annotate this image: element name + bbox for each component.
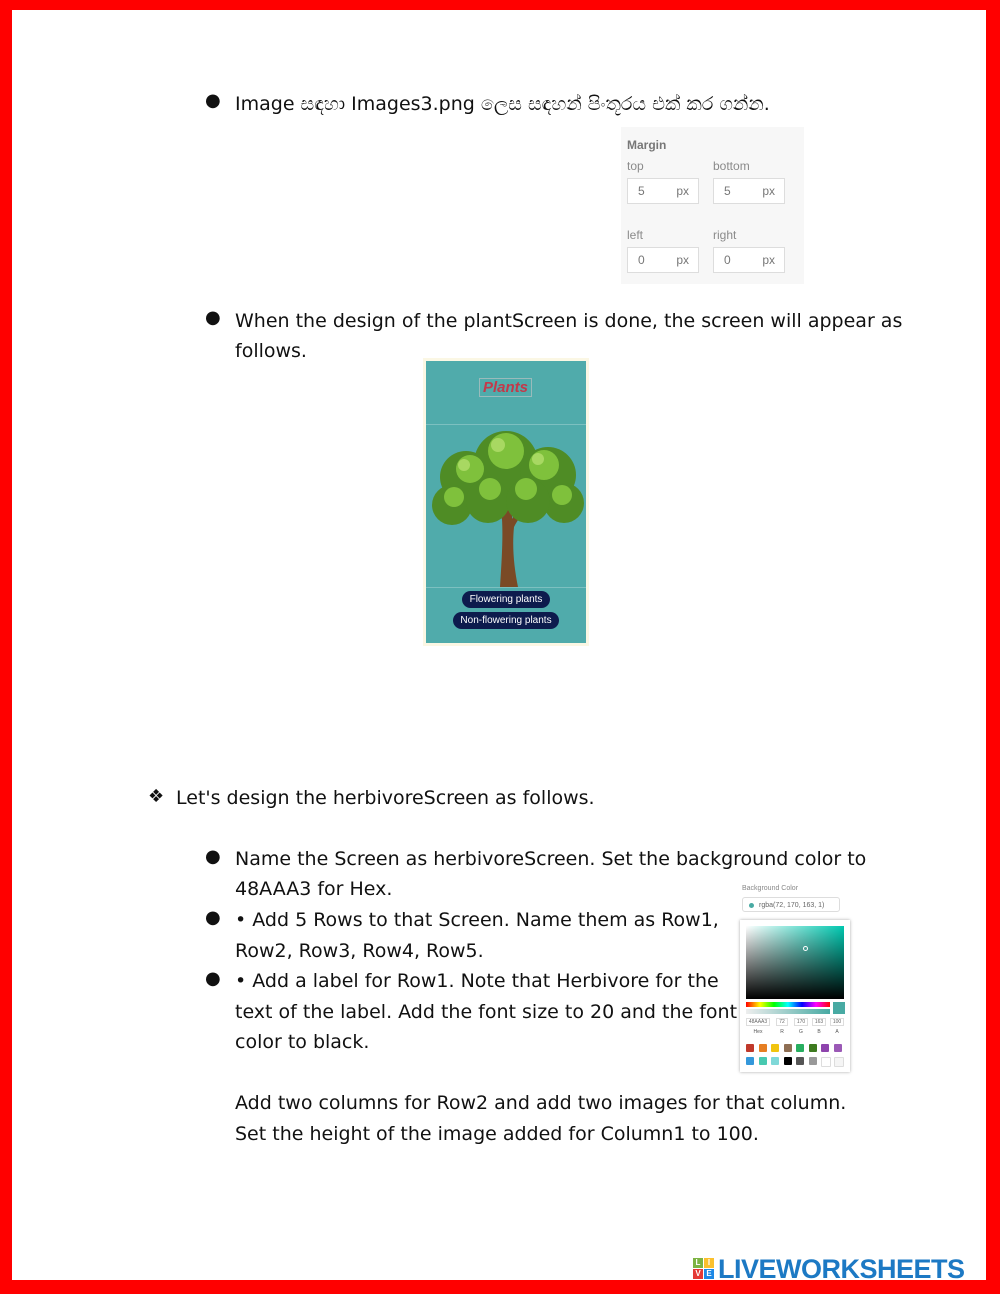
- color-swatch[interactable]: [809, 1044, 817, 1052]
- hue-slider[interactable]: [746, 1002, 830, 1007]
- color-swatch[interactable]: [834, 1044, 842, 1052]
- margin-left-value: 0: [638, 253, 645, 267]
- step3-line1: • Add a label for Row1. Note that Herbivore for the: [235, 970, 719, 992]
- g-label: G: [799, 1029, 803, 1035]
- margin-bottom-field[interactable]: [713, 178, 785, 204]
- step2-line1: • Add 5 Rows to that Screen. Name them as Row1,: [235, 909, 719, 931]
- color-swatch[interactable]: [834, 1057, 844, 1067]
- unit-label: px: [676, 184, 689, 198]
- logo-badge-letter: L: [693, 1258, 703, 1268]
- color-picker-panel: [740, 920, 850, 1072]
- row-divider: [426, 424, 586, 425]
- logo-badge-letter: V: [693, 1269, 703, 1279]
- instruction-plantscreen-line1: When the design of the plantScreen is done, the screen will appear as: [235, 310, 903, 332]
- color-swatch[interactable]: [771, 1057, 779, 1065]
- margin-right-value: 0: [724, 253, 731, 267]
- r-label: R: [780, 1029, 784, 1035]
- section-heading: Let's design the herbivoreScreen as follows.: [176, 787, 595, 809]
- color-swatch[interactable]: [784, 1057, 792, 1065]
- step2-line2: Row2, Row3, Row4, Row5.: [235, 940, 484, 962]
- g-field[interactable]: 170: [794, 1018, 808, 1026]
- color-dot-icon: [749, 903, 754, 908]
- step1-line2: 48AAA3 for Hex.: [235, 878, 393, 900]
- color-swatch[interactable]: [821, 1044, 829, 1052]
- step1-line1: Name the Screen as herbivoreScreen. Set the background color to: [235, 848, 867, 870]
- r-field[interactable]: 72: [776, 1018, 788, 1026]
- step3-line2: text of the label. Add the font size to 20 and the font: [235, 1001, 738, 1023]
- b-field[interactable]: 163: [812, 1018, 826, 1026]
- bullet-dot: ●: [205, 846, 221, 867]
- margin-bottom-label: bottom: [713, 159, 750, 173]
- margin-bottom-value: 5: [724, 184, 731, 198]
- margin-settings-panel: [621, 127, 804, 284]
- color-value: rgba(72, 170, 163, 1): [759, 902, 825, 909]
- color-swatch[interactable]: [759, 1057, 767, 1065]
- hex-field[interactable]: 48AAA3: [746, 1018, 770, 1026]
- alpha-slider[interactable]: [746, 1009, 830, 1014]
- logo-badge-letter: E: [704, 1269, 714, 1279]
- non-flowering-plants-button[interactable]: Non-flowering plants: [453, 612, 559, 629]
- margin-right-field[interactable]: [713, 247, 785, 273]
- margin-left-label: left: [627, 228, 644, 242]
- tree-image: [426, 427, 586, 587]
- color-swatch[interactable]: [821, 1057, 831, 1067]
- diamond-bullet-icon: ❖: [148, 786, 165, 807]
- plant-screen-preview: [423, 358, 589, 646]
- b-label: B: [817, 1029, 821, 1035]
- color-swatch[interactable]: [796, 1057, 804, 1065]
- saturation-area[interactable]: [746, 926, 844, 999]
- margin-top-field[interactable]: [627, 178, 699, 204]
- logo-badge-icon: [693, 1258, 715, 1280]
- margin-title: Margin: [627, 138, 667, 152]
- paragraph-line2: Set the height of the image added for Column1 to 100.: [235, 1123, 759, 1145]
- unit-label: px: [676, 253, 689, 267]
- margin-top-value: 5: [638, 184, 645, 198]
- bullet-dot: ●: [205, 90, 221, 111]
- color-swatch[interactable]: [809, 1057, 817, 1065]
- unit-label: px: [762, 253, 775, 267]
- color-swatch[interactable]: [746, 1044, 754, 1052]
- flowering-plants-button[interactable]: Flowering plants: [462, 591, 550, 608]
- logo-badge-letter: I: [704, 1258, 714, 1268]
- color-swatch[interactable]: [796, 1044, 804, 1052]
- color-swatch[interactable]: [746, 1057, 754, 1065]
- instruction-image-sinhala: Image සඳහා Images3.png ලෙස සඳහන් පිංතූරය එක් කර ගන්න.: [235, 93, 770, 115]
- color-dropdown[interactable]: [742, 897, 840, 912]
- margin-right-label: right: [713, 228, 737, 242]
- logo-wordmark: LIVEWORKSHEETS: [718, 1254, 965, 1284]
- row-divider: [426, 587, 586, 588]
- color-swatch[interactable]: [771, 1044, 779, 1052]
- picker-handle[interactable]: [803, 946, 808, 951]
- bullet-dot: ●: [205, 907, 221, 928]
- color-swatch[interactable]: [784, 1044, 792, 1052]
- screen-title: Plants: [479, 378, 532, 397]
- unit-label: px: [762, 184, 775, 198]
- background-color-heading: Background Color: [742, 885, 799, 892]
- bullet-dot: ●: [205, 968, 221, 989]
- margin-top-label: top: [627, 159, 644, 173]
- hex-label: Hex: [753, 1029, 763, 1035]
- margin-left-field[interactable]: [627, 247, 699, 273]
- color-preview: [833, 1002, 845, 1014]
- instruction-plantscreen-line2: follows.: [235, 340, 307, 362]
- step3-line3: color to black.: [235, 1031, 370, 1053]
- bullet-dot: ●: [205, 307, 221, 328]
- a-field[interactable]: 100: [830, 1018, 844, 1026]
- screen-area: [426, 361, 586, 643]
- color-swatch[interactable]: [759, 1044, 767, 1052]
- paragraph-line1: Add two columns for Row2 and add two images for that column.: [235, 1092, 847, 1114]
- background-color-picker: [736, 881, 852, 1075]
- a-label: A: [835, 1029, 839, 1035]
